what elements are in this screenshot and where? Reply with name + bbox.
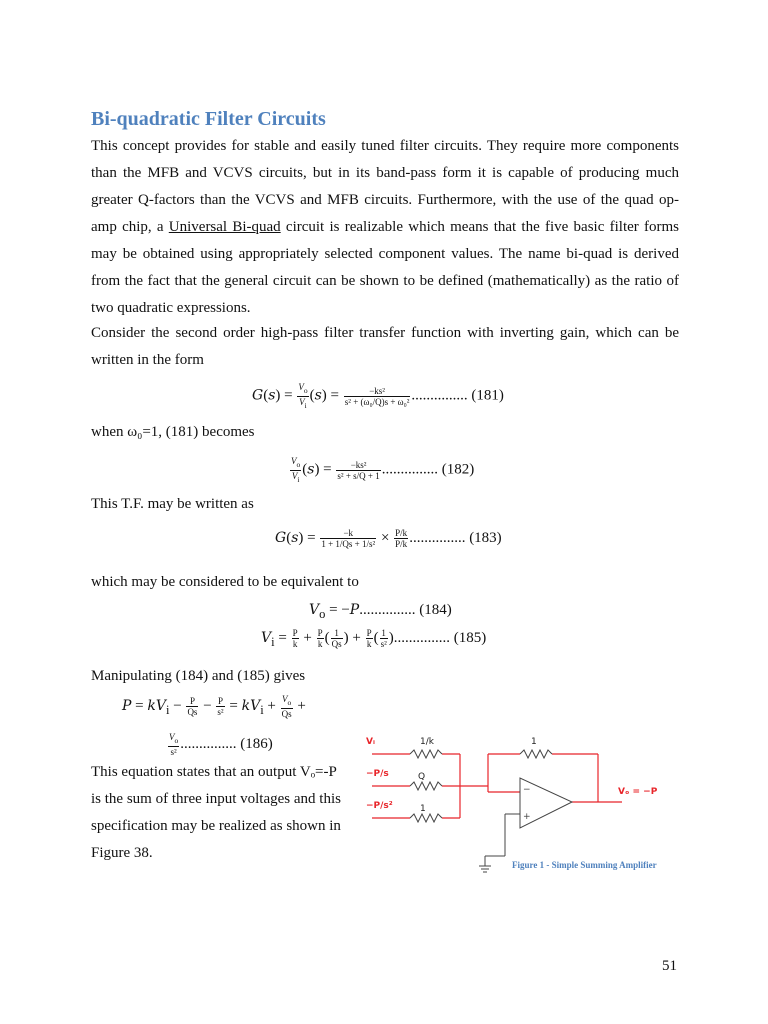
equation-186-line2: $\frac{V_o}{\text{s²}}$ ............... (186) [169,732,273,757]
equation-186-label: ............... (186) [180,735,273,752]
side-text-line-2: is the sum of three input voltages and this [91,791,341,807]
section-heading: Bi-quadratic Filter Circuits [91,108,326,130]
equation-184: $V_o = -P$............... (184) [309,602,452,621]
equivalent-text: which may be considered to be equivalent to [91,574,359,590]
equation-186-line1: $P = kV_i$ − $\frac{P}{Qs}$ − $\frac{P}{\text{s²}}$ = $kV_i$ + $\frac{V_o}{Qs}$ + [122,694,306,719]
equation-182-label: ............... (182) [381,461,475,478]
feedback-resistor [520,750,552,758]
tf-text: This T.F. may be written as [91,496,254,512]
res2-label: Q [418,772,426,782]
side-text-line-4: Figure 38. [91,845,153,861]
universal-biquad-link[interactable]: Universal Bi-quad [168,219,281,235]
resistor-2 [410,782,442,790]
intro-text-1: This concept provides for stable and easily tuned filter circuits. They require more components than the MFB and VCVS circuits, but in its band-pass form it is capable of producing much greater Q-factors than the VCVS and MFB circuits. Furthermore, with the use of the quad op-amp chip, a [91,138,679,235]
res1-label: 1/k [420,737,434,747]
when-text: when ω₀=1, (181) becomes [91,424,255,440]
svg-text:+: + [523,812,531,822]
feedback-res-label: 1 [531,737,537,747]
input-minus-p-over-s2-label: −P/s² [366,801,393,811]
equation-185: $V_i$ = $\frac{P}{k}$ + $\frac{P}{k}$ ( $\frac{1}{Qs}$ ) + $\frac{P}{k}$ ( $\frac{1}{\text{s²}}$ )............... (185) [261,628,487,649]
side-text-line-3: specification may be realized as shown in [91,818,341,834]
equation-181-label: ............... (181) [411,387,504,404]
figure-caption: Figure 1 - Simple Summing Amplifier [512,860,657,870]
equation-183: G(s) = $\frac{-k}{\text{1 + 1/Qs + 1/s²}}$ × $\frac{P/k}{P/k}$ ............... (183) [275,528,502,549]
equation-185-label: ............... (185) [393,629,487,646]
equation-183-label: ............... (183) [409,529,502,546]
intro-paragraph [91,133,679,322]
output-label: Vₒ = −P [618,787,658,797]
equation-184-label: ............... (184) [359,602,452,618]
consider-text: Consider the second order high-pass filter transfer function with inverting gain, which can be written in the form [91,325,679,368]
intro-text-2: circuit is realizable which means that the five basic filter forms may be obtained using appropriately selected component values. The name bi-quad is derived from the fact that the general circuit can be shown to be defined (mathematically) as the ratio of two quadratic expressions. [91,219,680,316]
side-text-line-1: This equation states that an output Vₒ=-P [91,764,337,780]
input-vi-label: Vᵢ [366,737,375,747]
res3-label: 1 [420,804,426,814]
manipulating-text: Manipulating (184) and (185) gives [91,668,306,684]
page-number: 51 [662,958,677,974]
input-minus-p-over-s-label: −P/s [366,769,389,779]
equation-181: G(s) = $\frac{V_o}{V_i}$ (s) = $\frac{\text{−ks²}}{\text{s² + (ω₀/Q)s + ω₀²}}$ ............... (181) [252,382,504,410]
resistor-1 [410,750,442,758]
consider-paragraph [91,320,679,374]
resistor-3 [410,814,442,822]
equation-182: $\frac{V_o}{V_i}$ (s) = $\frac{\text{−ks²}}{\text{s² + s/Q + 1}}$ ............... (182) [291,456,475,484]
svg-text:−: − [523,785,531,795]
